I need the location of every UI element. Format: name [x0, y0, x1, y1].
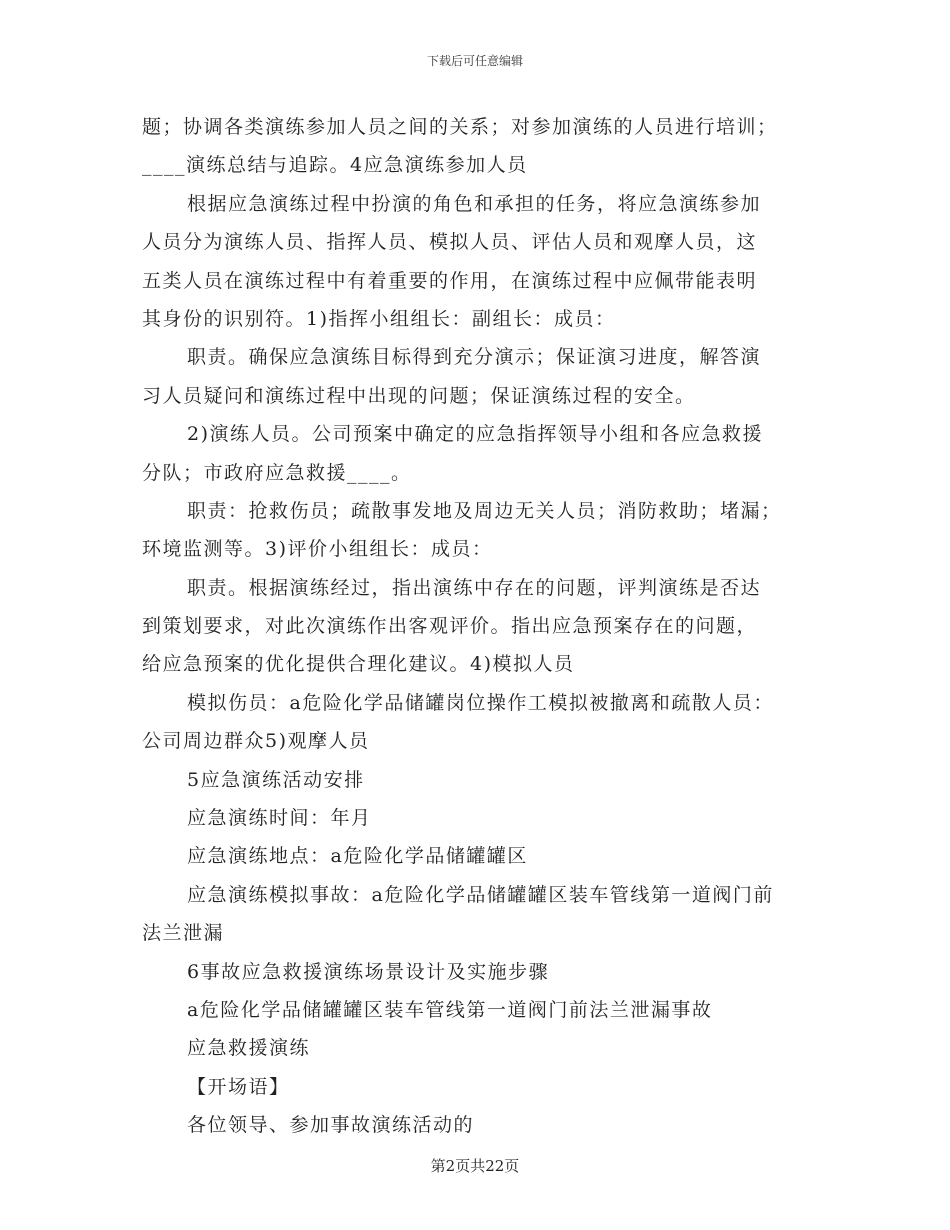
text-line: 题；协调各类演练参加人员之间的关系；对参加演练的人员进行培训； — [142, 116, 778, 138]
text-line: 职责。根据演练经过，指出演练中存在的问题，评判演练是否达 — [187, 576, 762, 599]
page-header: 下载后可任意编辑 — [426, 54, 523, 68]
text-line: 给应急预案的优化提供合理化建议。4)模拟人员 — [142, 653, 575, 676]
text-line: 职责：抢救伤员；疏散事发地及周边无关人员；消防救助；堵漏； — [187, 499, 782, 522]
text-line: 到策划要求，对此次演练作出客观评价。指出应急预案存在的问题， — [142, 615, 758, 638]
text-line: 公司周边群众5)观摩人员 — [142, 730, 370, 753]
text-line: 应急演练地点：a危险化学品储罐罐区 — [187, 845, 528, 868]
text-line: 分队；市政府应急救援____。 — [142, 461, 412, 484]
text-line: 5应急演练活动安排 — [187, 768, 365, 791]
text-line: 各位领导、参加事故演练活动的 — [187, 1114, 475, 1137]
text-line: a危险化学品储罐罐区装车管线第一道阀门前法兰泄漏事故 — [187, 998, 713, 1021]
text-line: 习人员疑问和演练过程中出现的问题；保证演练过程的安全。 — [142, 384, 696, 407]
text-line: 6事故应急救援演练场景设计及实施步骤 — [187, 960, 550, 983]
text-line: 五类人员在演练过程中有着重要的作用，在演练过程中应佩带能表明 — [142, 269, 758, 292]
text-line: 根据应急演练过程中扮演的角色和承担的任务，将应急演练参加 — [187, 192, 762, 215]
text-line: 人员分为演练人员、指挥人员、模拟人员、评估人员和观摩人员，这 — [142, 231, 758, 254]
text-line: 应急救援演练 — [187, 1037, 311, 1060]
text-line: 法兰泄漏 — [142, 922, 225, 945]
page-footer: 第2页共22页 — [430, 1157, 520, 1175]
text-line: 模拟伤员：a危险化学品储罐岗位操作工模拟被撤离和疏散人员： — [187, 691, 774, 714]
text-line: 2)演练人员。公司预案中确定的应急指挥领导小组和各应急救援 — [187, 423, 764, 446]
document-body — [142, 108, 822, 1145]
text-line: 其身份的识别符。1)指挥小组组长：副组长：成员： — [142, 307, 616, 330]
text-line: 职责。确保应急演练目标得到充分演示；保证演习进度，解答演 — [187, 346, 762, 369]
text-line: 环境监测等。3)评价小组组长：成员： — [142, 538, 493, 561]
text-line: 应急演练模拟事故：a危险化学品储罐罐区装车管线第一道阀门前 — [187, 883, 774, 906]
text-line: 【开场语】 — [187, 1075, 290, 1098]
text-line: ____演练总结与追踪。4应急演练参加人员 — [142, 154, 528, 177]
text-line: 应急演练时间：年月 — [187, 807, 372, 830]
